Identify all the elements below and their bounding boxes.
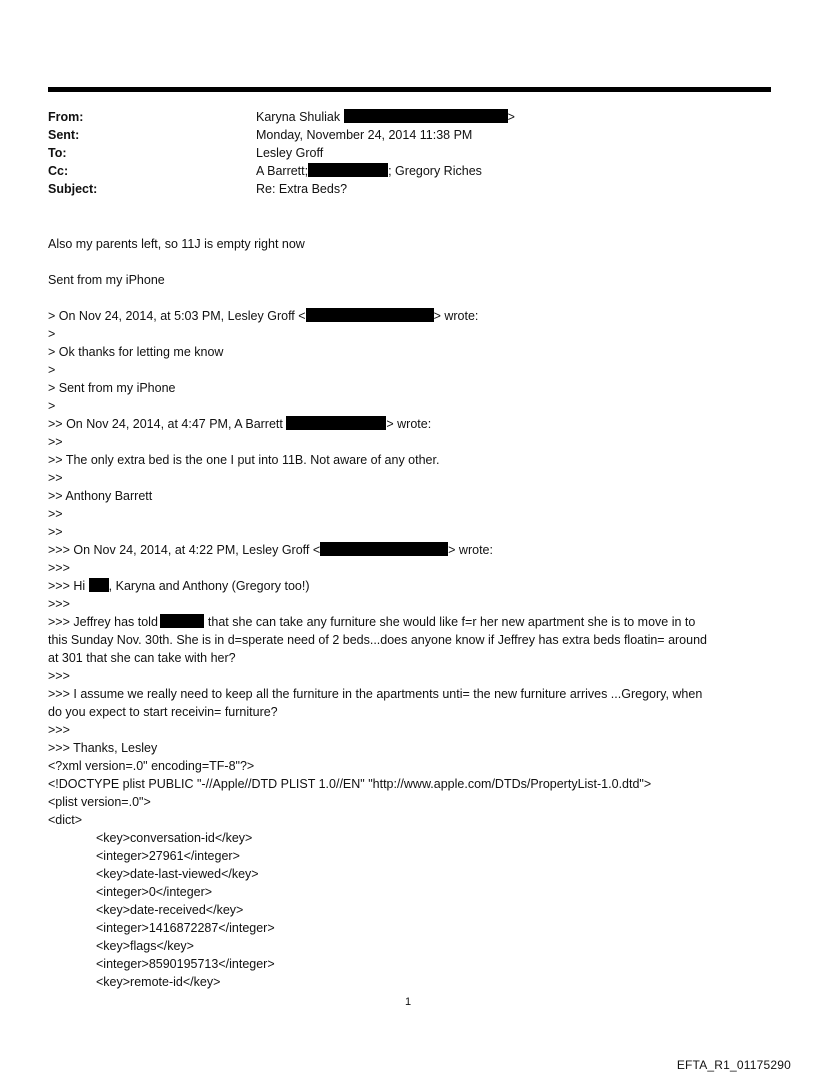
redaction-box xyxy=(160,614,204,628)
xml-line: <key>conversation-id</key> xyxy=(96,831,253,845)
quote-text: > wrote: xyxy=(448,543,493,557)
quote-text: > wrote: xyxy=(433,309,479,323)
quote-line: > xyxy=(48,399,56,413)
quote-line: > Sent from my iPhone xyxy=(48,381,176,395)
quote-line xyxy=(48,307,478,325)
quote-text: >>> On Nov 24, 2014, at 4:22 PM, Lesley Groff < xyxy=(48,543,321,557)
quote-line: >> The only extra bed is the one I put into 11B. Not aware of any other. xyxy=(48,453,440,467)
quote-line: >> xyxy=(48,525,63,539)
quote-line: >> xyxy=(48,507,63,521)
document-id: EFTA_R1_01175290 xyxy=(676,1058,791,1072)
xml-line: <?xml version=.0" encoding=TF-8"?> xyxy=(48,759,255,773)
quote-text: that she can take any furniture she would like f=r her new apartment she is to move in to xyxy=(207,615,696,629)
quote-text: , Karyna and Anthony (Gregory too!) xyxy=(108,579,310,593)
quote-text: > wrote: xyxy=(386,417,432,431)
quote-line: >> xyxy=(48,471,63,485)
quote-line: >>> xyxy=(48,723,70,737)
quote-line: > xyxy=(48,327,56,341)
quote-line: >>> xyxy=(48,561,70,575)
xml-line: <key>date-last-viewed</key> xyxy=(96,867,259,881)
quote-line xyxy=(48,577,309,595)
cc-value-2: ; Gregory Riches xyxy=(388,164,482,178)
sent-value: Monday, November 24, 2014 11:38 PM xyxy=(256,128,473,142)
redaction-box xyxy=(286,416,386,430)
quote-text: >> On Nov 24, 2014, at 4:47 PM, A Barrett xyxy=(48,417,283,431)
redaction-box xyxy=(89,578,109,592)
quote-text: >>> Jeffrey has told xyxy=(48,615,158,629)
from-label: From: xyxy=(48,110,84,124)
quote-line: at 301 that she can take with her? xyxy=(48,651,236,665)
redaction-box xyxy=(306,308,434,322)
from-suffix: > xyxy=(507,110,515,124)
xml-line: <dict> xyxy=(48,813,83,827)
quote-text: >>> Hi xyxy=(48,579,86,593)
quote-line: >> Anthony Barrett xyxy=(48,489,153,503)
quote-line: > Ok thanks for letting me know xyxy=(48,345,224,359)
from-name: Karyna Shuliak xyxy=(256,110,341,124)
quote-line xyxy=(48,541,493,559)
xml-line: <integer>27961</integer> xyxy=(96,849,240,863)
quote-line: do you expect to start receivin= furniture? xyxy=(48,705,278,719)
xml-line: <key>date-received</key> xyxy=(96,903,244,917)
page-number: 1 xyxy=(404,996,412,1008)
quote-text: > On Nov 24, 2014, at 5:03 PM, Lesley Groff < xyxy=(48,309,306,323)
quote-line: >>> Thanks, Lesley xyxy=(48,741,158,755)
xml-line: <key>flags</key> xyxy=(96,939,194,953)
quote-line: this Sunday Nov. 30th. She is in d=sperate need of 2 beds...does anyone know if Jeffrey has extra beds floatin= around xyxy=(48,633,707,647)
quote-line xyxy=(48,613,695,631)
quote-line: > xyxy=(48,363,56,377)
subject-label: Subject: xyxy=(48,182,98,196)
quote-line xyxy=(48,415,431,433)
body-line: Also my parents left, so 11J is empty right now xyxy=(48,237,305,251)
xml-line: <integer>1416872287</integer> xyxy=(96,921,275,935)
quote-line: >>> xyxy=(48,597,70,611)
quote-line: >> xyxy=(48,435,63,449)
cc-label: Cc: xyxy=(48,164,69,178)
quote-line: >>> I assume we really need to keep all the furniture in the apartments unti= the new furniture arrives ...Gregory, when xyxy=(48,687,703,701)
body-line: Sent from my iPhone xyxy=(48,273,165,287)
to-label: To: xyxy=(48,146,67,160)
email-body xyxy=(48,0,778,1000)
redaction-box xyxy=(320,542,448,556)
xml-line: <integer>0</integer> xyxy=(96,885,213,899)
xml-line: <integer>8590195713</integer> xyxy=(96,957,275,971)
sent-label: Sent: xyxy=(48,128,80,142)
quote-line: >>> xyxy=(48,669,70,683)
subject-value: Re: Extra Beds? xyxy=(256,182,348,196)
xml-line: <key>remote-id</key> xyxy=(96,975,221,989)
to-value: Lesley Groff xyxy=(256,146,324,160)
xml-line: <!DOCTYPE plist PUBLIC "-//Apple//DTD PLIST 1.0//EN" "http://www.apple.com/DTDs/PropertyList-1.0.dtd"> xyxy=(48,777,652,791)
xml-line: <plist version=.0"> xyxy=(48,795,151,809)
cc-value-1: A Barrett; xyxy=(256,164,309,178)
